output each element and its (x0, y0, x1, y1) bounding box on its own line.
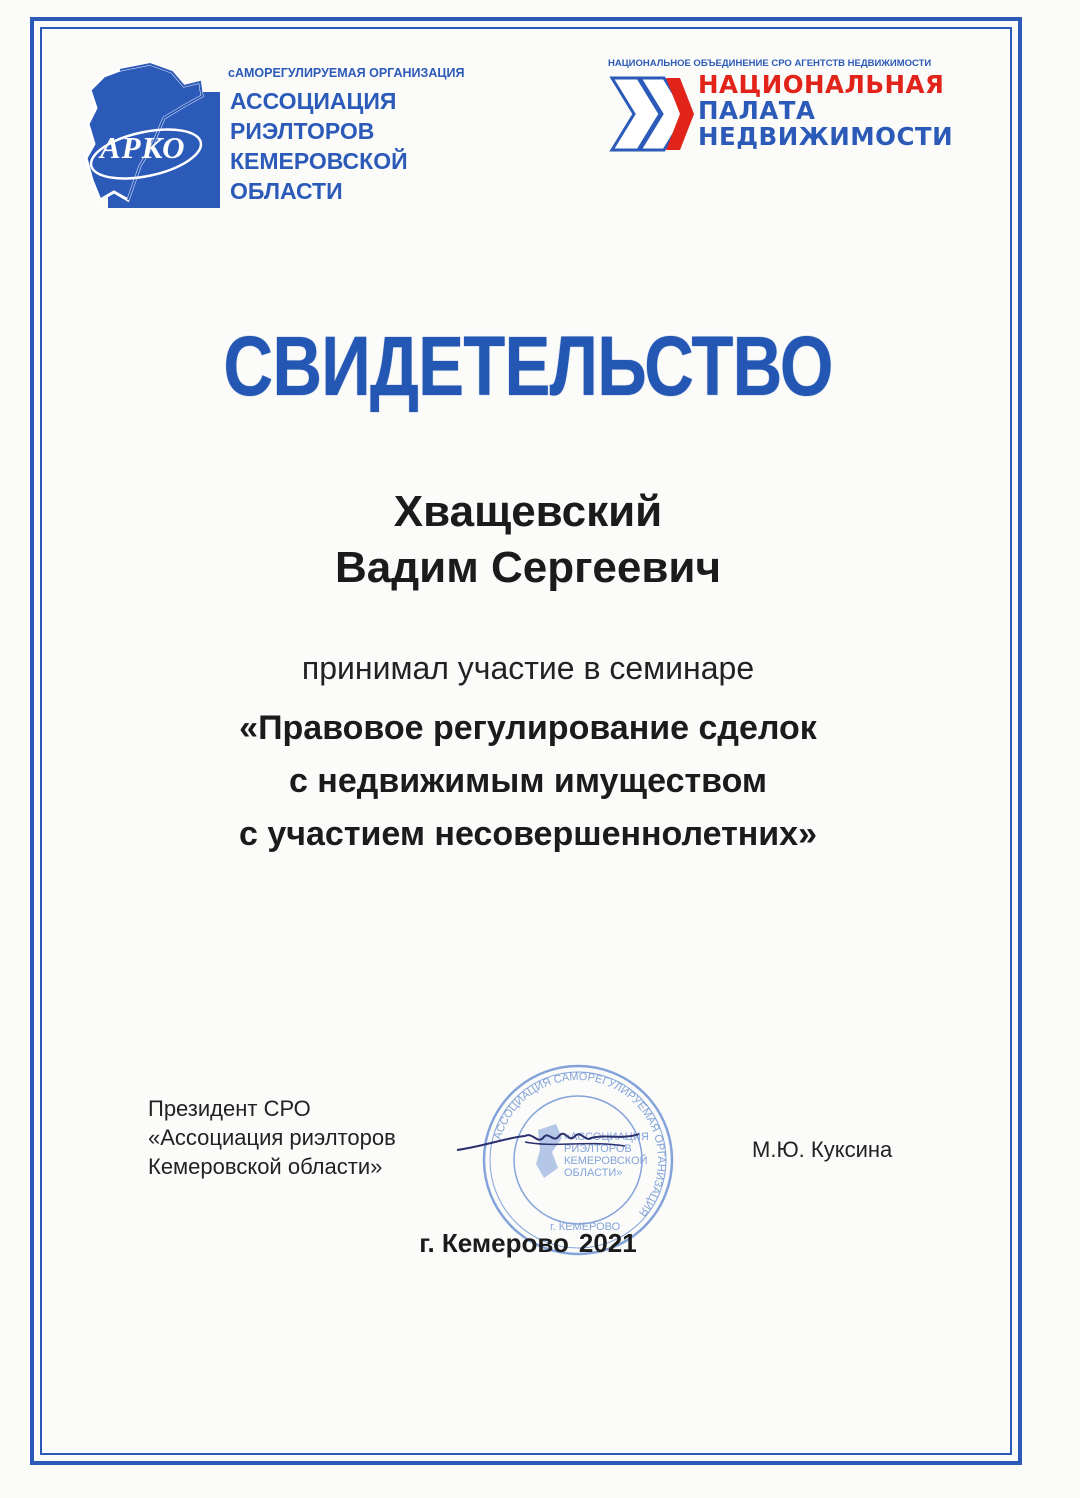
arko-name (230, 86, 408, 206)
seminar-title-line: с недвижимым имуществом (288, 762, 768, 800)
npn-name (698, 72, 953, 150)
npn-name-line: НАЦИОНАЛЬНАЯ (698, 70, 945, 99)
stamp-inner-line: КЕМЕРОВСКОЙ (564, 1155, 648, 1167)
participation-text: принимал участие в семинаре (301, 650, 755, 686)
arko-name-line: КЕМЕРОВСКОЙ (230, 148, 408, 174)
signer-position-line: Кемеровской области» (148, 1154, 383, 1179)
stamp-inner-line: РИЭЛТОРОВ (564, 1143, 632, 1155)
footer-year: 2021 (578, 1228, 637, 1258)
arko-subtitle: сАМОРЕГУЛИРУЕМАЯ ОРГАНИЗАЦИЯ (228, 66, 465, 80)
recipient-given-name: Вадим Сергеевич (334, 543, 722, 592)
signer-position-line: Президент СРО (148, 1096, 311, 1121)
npn-subtitle: НАЦИОНАЛЬНОЕ ОБЪЕДИНЕНИЕ СРО АГЕНТСТВ НЕДВИЖИМОСТИ (608, 58, 932, 69)
arko-name-line: ОБЛАСТИ (230, 178, 343, 204)
signer-position-line: «Ассоциация риэлторов (148, 1125, 396, 1150)
signer-name: М.Ю. Куксина (752, 1137, 893, 1162)
stamp-outer-text: АССОЦИАЦИЯ САМОРЕГУЛИРУЕМАЯ ОРГАНИЗАЦИЯ (491, 1070, 668, 1219)
npn-name-line: ПАЛАТА (698, 96, 816, 125)
arko-abbreviation: АРКО (100, 130, 186, 165)
seminar-title (0, 702, 1056, 861)
certificate-title: СВИДЕТЕЛЬСТВО (223, 319, 833, 413)
stamp-inner-line: «АССОЦИАЦИЯ (564, 1131, 649, 1143)
npn-name-line: НЕДВИЖИМОСТИ (698, 122, 954, 151)
recipient-surname: Хващевский (393, 487, 663, 536)
arko-name-line: РИЭЛТОРОВ (230, 118, 375, 144)
footer-city: г. Кемерово (419, 1228, 569, 1258)
signer-position (148, 1094, 396, 1181)
seminar-title-line: «Правовое регулирование сделок (239, 709, 817, 747)
arko-logo (80, 62, 465, 212)
recipient-name (0, 484, 1056, 596)
handwritten-signature (455, 1118, 655, 1168)
footer (0, 1228, 1056, 1259)
chevrons-icon (606, 74, 696, 154)
stamp-bottom-text: г. КЕМЕРОВО (550, 1221, 621, 1233)
arko-name-line: АССОЦИАЦИЯ (230, 88, 397, 114)
stamp-inner-line: ОБЛАСТИ» (564, 1167, 623, 1179)
seminar-title-line: с участием несовершеннолетних» (239, 815, 817, 853)
npn-logo (606, 58, 976, 158)
